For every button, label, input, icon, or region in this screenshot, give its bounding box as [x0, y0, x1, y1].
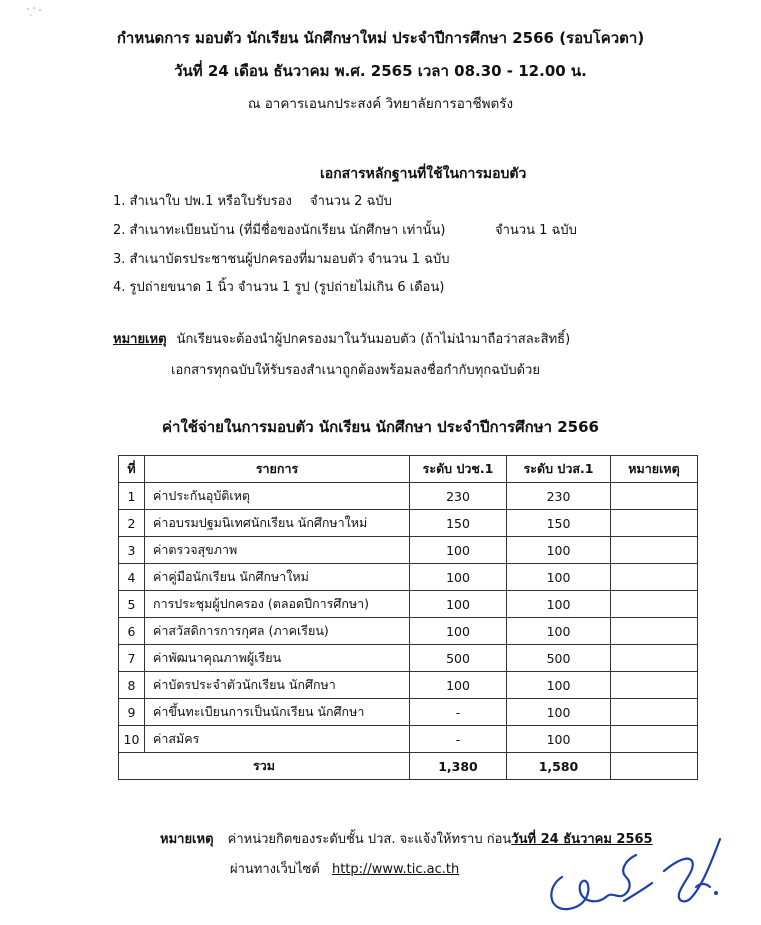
- document-item: [113, 276, 444, 297]
- cell-no: 6: [119, 618, 145, 645]
- cell-item: ค่าตรวจสุขภาพ: [145, 537, 410, 564]
- cell-pvs: 100: [507, 618, 611, 645]
- cell-no: 5: [119, 591, 145, 618]
- cell-item: ค่าบัตรประจำตัวนักเรียน นักศึกษา: [145, 672, 410, 699]
- document-text: 3. สำเนาบัตรประชาชนผู้ปกครองที่มามอบตัว จำนวน 1 ฉบับ: [113, 252, 450, 267]
- cell-item: การประชุมผู้ปกครอง (ตลอดปีการศึกษา): [145, 591, 410, 618]
- cell-note: [611, 645, 698, 672]
- total-pvs: 1,580: [507, 753, 611, 780]
- note-2-text: ค่าหน่วยกิตของระดับชั้น ปวส. จะแจ้งให้ทราบ ก่อน: [227, 832, 512, 847]
- document-qty: จำนวน 2 ฉบับ: [310, 194, 392, 209]
- table-row: [119, 564, 698, 591]
- cell-no: 8: [119, 672, 145, 699]
- cell-note: [611, 510, 698, 537]
- cell-pvc: 100: [410, 537, 507, 564]
- table-row: [119, 537, 698, 564]
- cell-note: [611, 726, 698, 753]
- note-1: [113, 328, 570, 349]
- event-place: ณ อาคารเอนกประสงค์ วิทยาลัยการอาชีพตรัง: [247, 96, 514, 112]
- cell-pvs: 100: [507, 564, 611, 591]
- cell-note: [611, 591, 698, 618]
- note-1-line2: เอกสารทุกฉบับให้รับรองสำเนาถูกต้องพร้อมลงชื่อกำกับทุกฉบับด้วย: [171, 363, 540, 378]
- costs-table: [118, 455, 698, 780]
- cell-no: 1: [119, 483, 145, 510]
- cell-no: 9: [119, 699, 145, 726]
- cell-no: 10: [119, 726, 145, 753]
- cell-pvs: 100: [507, 672, 611, 699]
- cell-note: [611, 618, 698, 645]
- cell-item: ค่าสมัคร: [145, 726, 410, 753]
- cell-pvc: -: [410, 699, 507, 726]
- table-row: [119, 591, 698, 618]
- documents-title: เอกสารหลักฐานที่ใช้ในการมอบตัว: [320, 166, 527, 182]
- event-date: วันที่ 24 เดือน ธันวาคม พ.ศ. 2565 เวลา 08.30 - 12.00 น.: [174, 62, 587, 80]
- cell-item: ค่าขึ้นทะเบียนการเป็นนักเรียน นักศึกษา: [145, 699, 410, 726]
- cell-pvs: 100: [507, 537, 611, 564]
- costs-title: ค่าใช้จ่ายในการมอบตัว นักเรียน นักศึกษา ประจำปีการศึกษา 2566: [162, 418, 599, 436]
- scan-mark: [25, 6, 45, 20]
- cell-note: [611, 483, 698, 510]
- signature-image: [540, 825, 740, 920]
- cell-pvs: 150: [507, 510, 611, 537]
- table-row: [119, 645, 698, 672]
- cell-item: ค่าสวัสดิการการกุศล (ภาคเรียน): [145, 618, 410, 645]
- total-note: [611, 753, 698, 780]
- table-row: [119, 483, 698, 510]
- total-label: รวม: [119, 753, 410, 780]
- cell-item: ค่าพัฒนาคุณภาพผู้เรียน: [145, 645, 410, 672]
- cell-no: 4: [119, 564, 145, 591]
- cell-note: [611, 564, 698, 591]
- note-2-label: หมายเหตุ: [160, 832, 214, 847]
- cell-no: 7: [119, 645, 145, 672]
- document-text: 2. สำเนาทะเบียนบ้าน (ที่มีชื่อของนักเรียน นักศึกษา เท่านั้น): [113, 223, 446, 238]
- cell-pvs: 500: [507, 645, 611, 672]
- cell-no: 2: [119, 510, 145, 537]
- cell-pvc: 100: [410, 672, 507, 699]
- page-title: กำหนดการ มอบตัว นักเรียน นักศึกษาใหม่ ประจำปีการศึกษา 2566 (รอบโควตา): [116, 29, 645, 47]
- note-1-label: หมายเหตุ: [113, 332, 167, 347]
- total-row: [119, 753, 698, 780]
- cell-pvc: 100: [410, 618, 507, 645]
- document-qty: จำนวน 1 ฉบับ: [495, 223, 577, 238]
- cell-item: ค่าอบรมปฐมนิเทศนักเรียน นักศึกษาใหม่: [145, 510, 410, 537]
- note-2-website-text: ผ่านทางเว็บไซต์: [230, 862, 320, 877]
- header-pvc: ระดับ ปวช.1: [410, 456, 507, 483]
- note-2-date: วันที่ 24 ธันวาคม 2565: [511, 832, 653, 847]
- cell-pvc: 500: [410, 645, 507, 672]
- cell-pvs: 100: [507, 699, 611, 726]
- note-1-line1: นักเรียนจะต้องนำผู้ปกครองมาในวันมอบตัว (ถ้าไม่นำมาถือว่าสละสิทธิ์): [176, 332, 571, 347]
- cell-pvc: 230: [410, 483, 507, 510]
- table-row: [119, 618, 698, 645]
- cell-item: ค่าคู่มือนักเรียน นักศึกษาใหม่: [145, 564, 410, 591]
- document-item: [113, 190, 392, 211]
- table-row: [119, 699, 698, 726]
- note-2-line2: [230, 858, 459, 879]
- header-no: ที่: [119, 456, 145, 483]
- cell-pvs: 100: [507, 591, 611, 618]
- cell-item: ค่าประกันอุบัติเหตุ: [145, 483, 410, 510]
- cell-note: [611, 699, 698, 726]
- cell-note: [611, 537, 698, 564]
- header-note: หมายเหตุ: [611, 456, 698, 483]
- table-header-row: [119, 456, 698, 483]
- table-row: [119, 672, 698, 699]
- cell-pvs: 230: [507, 483, 611, 510]
- cell-note: [611, 672, 698, 699]
- total-pvc: 1,380: [410, 753, 507, 780]
- cell-pvc: 100: [410, 591, 507, 618]
- cell-pvc: -: [410, 726, 507, 753]
- cell-pvs: 100: [507, 726, 611, 753]
- document-item: [113, 248, 450, 269]
- document-item: [113, 219, 577, 240]
- document-text: 1. สำเนาใบ ปพ.1 หรือใบรับรอง: [113, 194, 292, 209]
- header-item: รายการ: [145, 456, 410, 483]
- table-row: [119, 726, 698, 753]
- table-row: [119, 510, 698, 537]
- header-pvs: ระดับ ปวส.1: [507, 456, 611, 483]
- website-link[interactable]: http://www.tic.ac.th: [331, 862, 460, 877]
- document-text: 4. รูปถ่ายขนาด 1 นิ้ว จำนวน 1 รูป (รูปถ่ายไม่เกิน 6 เดือน): [113, 280, 445, 295]
- cell-pvc: 100: [410, 564, 507, 591]
- cell-no: 3: [119, 537, 145, 564]
- cell-pvc: 150: [410, 510, 507, 537]
